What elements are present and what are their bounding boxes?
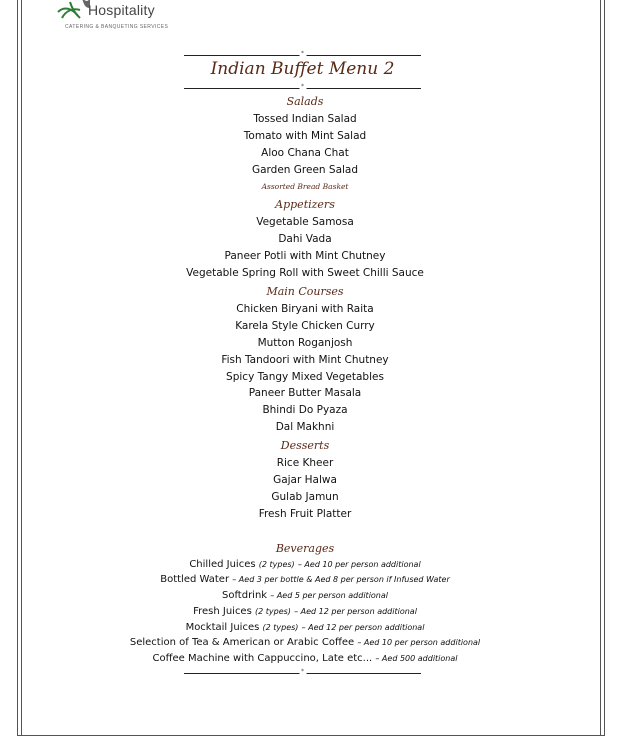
menu-item: Garden Green Salad [251,164,359,176]
beverage-name: Mocktail Juices [185,622,260,633]
beverage-item [100,559,510,570]
logo-wordmark: Hospitality [88,2,155,18]
beverage-item [100,637,510,648]
menu-item: Tomato with Mint Salad [243,130,367,142]
menu-item: Paneer Butter Masala [248,387,362,399]
menu-item: Karela Style Chicken Curry [235,320,375,332]
menu-item: Fish Tandoori with Mint Chutney [221,354,389,366]
menu-item: Gajar Halwa [273,474,337,486]
menu-item: Rice Kheer [276,457,334,469]
menu-item: Paneer Potli with Mint Chutney [224,250,386,262]
menu-item: Chicken Biryani with Raita [236,303,374,315]
beverage-name: Selection of Tea & American or Arabic Coffee [129,637,355,648]
beverage-price: – Aed 12 per person additional [294,607,417,616]
bread-basket-note: Assorted Bread Basket [261,182,349,191]
beverage-item [100,590,510,601]
section-heading-main-courses: Main Courses [266,285,344,298]
beverage-item [100,622,510,633]
beverage-price: – Aed 10 per person additional [297,560,421,569]
beverage-item [100,606,510,617]
bottom-rule: * [184,671,421,677]
menu-title: Indian Buffet Menu 2 [210,59,395,79]
beverage-qualifier: (2 types) [258,560,295,569]
beverage-qualifier: (2 types) [255,607,291,616]
logo-tagline: CATERING & BANQUETING SERVICES [65,24,169,30]
beverage-price: – Aed 12 per person additional [301,623,425,632]
beverage-name: Coffee Machine with Cappuccino, Late etc... [152,653,373,664]
leaf-logo-icon [56,0,90,22]
beverage-price: – Aed 5 per person additional [270,591,388,600]
beverage-name: Bottled Water [160,574,230,585]
top-rule-upper: * [184,53,421,59]
beverage-name: Chilled Juices [189,559,256,570]
section-heading-beverages: Beverages [275,542,335,555]
beverage-item [100,653,510,664]
section-heading-desserts: Desserts [280,439,330,452]
menu-item: Vegetable Samosa [256,216,354,228]
menu-item: Tossed Indian Salad [253,113,357,125]
beverage-name: Fresh Juices [193,606,252,617]
menu-item: Vegetable Spring Roll with Sweet Chilli Sauce [186,267,424,279]
beverage-name: Softdrink [221,590,268,601]
beverage-qualifier: (2 types) [262,623,299,632]
beverage-price: – Aed 3 per bottle & Aed 8 per person if Infused Water [232,575,450,584]
section-heading-appetizers: Appetizers [275,198,335,211]
menu-item: Spicy Tangy Mixed Vegetables [226,371,384,383]
top-rule-lower: * [184,86,421,92]
section-heading-salads: Salads [286,95,324,108]
menu-item: Dahi Vada [278,233,332,245]
menu-item: Gulab Jamun [271,491,339,503]
beverage-price: – Aed 10 per person additional [357,638,481,647]
menu-item: Mutton Roganjosh [257,337,353,349]
menu-item: Fresh Fruit Platter [258,508,352,520]
company-logo [56,0,186,34]
beverage-item [100,574,510,585]
beverage-price: – Aed 500 additional [375,654,458,663]
menu-item: Dal Makhni [275,421,335,433]
menu-item: Bhindi Do Pyaza [262,404,348,416]
menu-item: Aloo Chana Chat [261,147,349,159]
